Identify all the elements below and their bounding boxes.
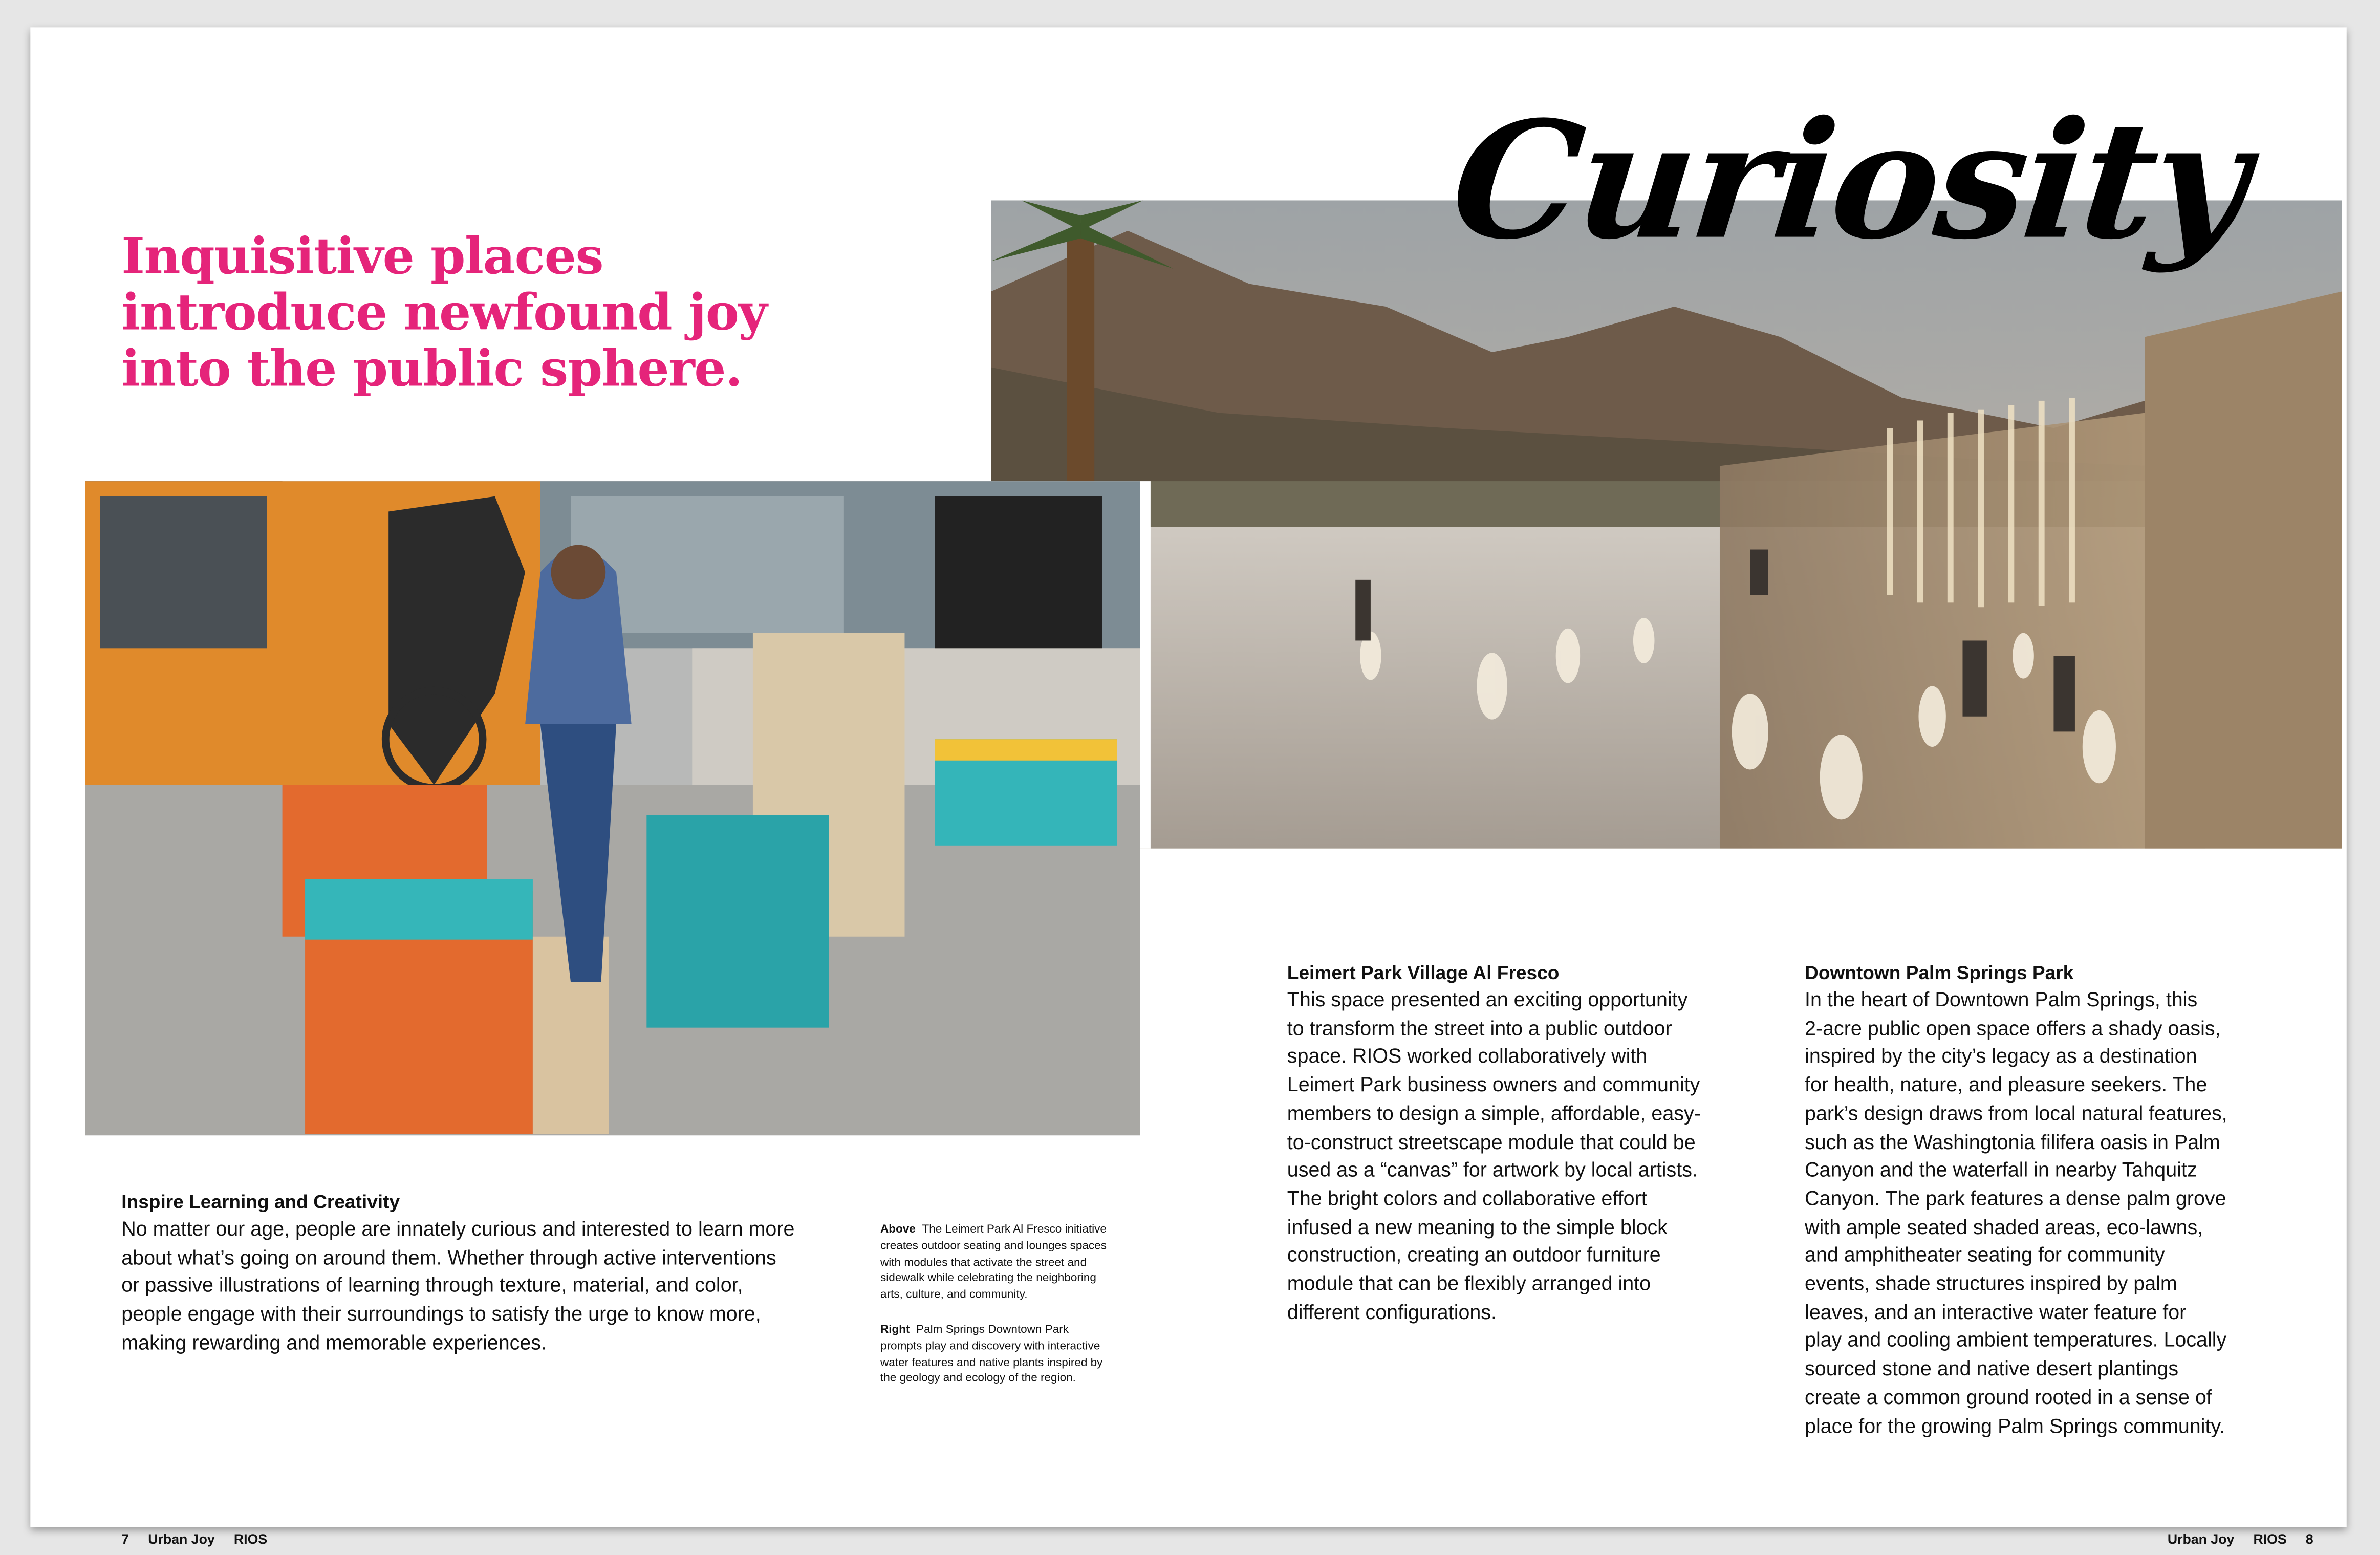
text-line: module that can be flexibly arranged into bbox=[1287, 1272, 1651, 1295]
headline bbox=[121, 228, 911, 396]
text-line: The bright colors and collaborative effort bbox=[1287, 1186, 1647, 1210]
left-article bbox=[121, 1189, 835, 1358]
text-line: Canyon. The park features a dense palm grove bbox=[1805, 1186, 2226, 1210]
text-line: 2-acre public open space offers a shady oasis, bbox=[1805, 1017, 2221, 1040]
magazine-spread bbox=[30, 27, 2346, 1547]
text-line: prompts play and discovery with interactive bbox=[880, 1338, 1100, 1352]
brand-name: RIOS bbox=[2253, 1531, 2287, 1547]
text-line: create a common ground rooted in a sense of bbox=[1805, 1386, 2212, 1409]
text-line: play and cooling ambient temperatures. Locally bbox=[1805, 1329, 2227, 1352]
text-line: sourced stone and native desert plantings bbox=[1805, 1357, 2179, 1380]
page-number: 7 bbox=[121, 1531, 129, 1547]
text-line: the geology and ecology of the region. bbox=[880, 1371, 1076, 1385]
text-line: water features and native plants inspired by bbox=[880, 1354, 1103, 1369]
text-line: to transform the street into a public outdoor bbox=[1287, 1017, 1672, 1040]
text-line: park’s design draws from local natural features, bbox=[1805, 1102, 2227, 1125]
text-line: used as a “canvas” for artwork by local artists. bbox=[1287, 1158, 1698, 1181]
text-line: and amphitheater seating for community bbox=[1805, 1243, 2165, 1267]
text-line: arts, culture, and community. bbox=[880, 1287, 1028, 1302]
text-line: infused a new meaning to the simple block bbox=[1287, 1215, 1668, 1238]
text-line: creates outdoor seating and lounges spaces bbox=[880, 1238, 1107, 1252]
hero-title: Curiosity bbox=[1444, 85, 2255, 275]
section-title: Leimert Park Village Al Fresco bbox=[1287, 962, 1560, 984]
headline-line: Inquisitive places bbox=[121, 226, 603, 286]
text-line: to-construct streetscape module that could be bbox=[1287, 1130, 1696, 1153]
text-line: In the heart of Downtown Palm Springs, this bbox=[1805, 988, 2198, 1011]
right-article bbox=[1805, 959, 2275, 1441]
text-line: inspired by the city’s legacy as a destination bbox=[1805, 1045, 2197, 1068]
text-line: events, shade structures inspired by palm bbox=[1805, 1272, 2177, 1295]
body-text bbox=[1805, 987, 2275, 1441]
text-line: space. RIOS worked collaboratively with bbox=[1287, 1045, 1648, 1068]
leimert-park-photo bbox=[85, 481, 1140, 1135]
text-line: with modules that activate the street and bbox=[880, 1255, 1087, 1269]
text-line: or passive illustrations of learning through texture, material, and color, bbox=[121, 1274, 743, 1297]
caption-above bbox=[880, 1222, 1154, 1304]
photo-frame-border bbox=[1140, 481, 1151, 849]
photo-captions bbox=[880, 1222, 1154, 1388]
text-line: with ample seated shaded areas, eco-lawns, bbox=[1805, 1215, 2203, 1238]
text-line: for health, nature, and pleasure seekers. The bbox=[1805, 1073, 2208, 1096]
text-line: members to design a simple, affordable, easy- bbox=[1287, 1102, 1701, 1125]
text-line: Palm Springs Downtown Park bbox=[916, 1322, 1069, 1336]
text-line: about what’s going on around them. Whether through active interventions bbox=[121, 1245, 776, 1269]
text-line: No matter our age, people are innately curious and interested to learn more bbox=[121, 1217, 795, 1240]
text-line: This space presented an exciting opportunity bbox=[1287, 988, 1688, 1011]
text-line: Leimert Park business owners and community bbox=[1287, 1073, 1700, 1096]
palm-springs-park-illustration bbox=[991, 200, 2342, 848]
body-text bbox=[121, 1216, 835, 1357]
text-line: leaves, and an interactive water feature for bbox=[1805, 1300, 2187, 1324]
brand-name: RIOS bbox=[233, 1531, 268, 1547]
text-line: people engage with their surroundings to satisfy the urge to know more, bbox=[121, 1302, 761, 1326]
page-number: 8 bbox=[2305, 1531, 2313, 1547]
text-line: making rewarding and memorable experiences. bbox=[121, 1331, 547, 1354]
text-line: sidewalk while celebrating the neighboring bbox=[880, 1271, 1096, 1285]
caption-label: Above bbox=[880, 1222, 916, 1236]
leimert-park-illustration bbox=[85, 481, 1140, 1135]
footer-right bbox=[2168, 1531, 2313, 1547]
body-text bbox=[1287, 987, 1743, 1328]
text-line: different configurations. bbox=[1287, 1300, 1497, 1324]
caption-right bbox=[880, 1322, 1154, 1388]
section-title: Inspire Learning and Creativity bbox=[121, 1191, 400, 1213]
text-line: The Leimert Park Al Fresco initiative bbox=[922, 1222, 1107, 1236]
text-line: such as the Washingtonia filifera oasis in Palm bbox=[1805, 1130, 2220, 1153]
footer-left bbox=[121, 1531, 283, 1547]
palm-springs-park-photo bbox=[991, 200, 2342, 848]
publication-name: Urban Joy bbox=[2167, 1531, 2235, 1547]
text-line: construction, creating an outdoor furniture bbox=[1287, 1243, 1661, 1267]
publication-name: Urban Joy bbox=[148, 1531, 215, 1547]
caption-label: Right bbox=[880, 1322, 910, 1336]
headline-line: into the public sphere. bbox=[121, 338, 742, 398]
section-title: Downtown Palm Springs Park bbox=[1805, 962, 2074, 984]
middle-article bbox=[1287, 959, 1743, 1327]
text-line: place for the growing Palm Springs community. bbox=[1805, 1414, 2225, 1437]
text-line: Canyon and the waterfall in nearby Tahquitz bbox=[1805, 1158, 2197, 1181]
headline-line: introduce newfound joy bbox=[121, 282, 767, 342]
